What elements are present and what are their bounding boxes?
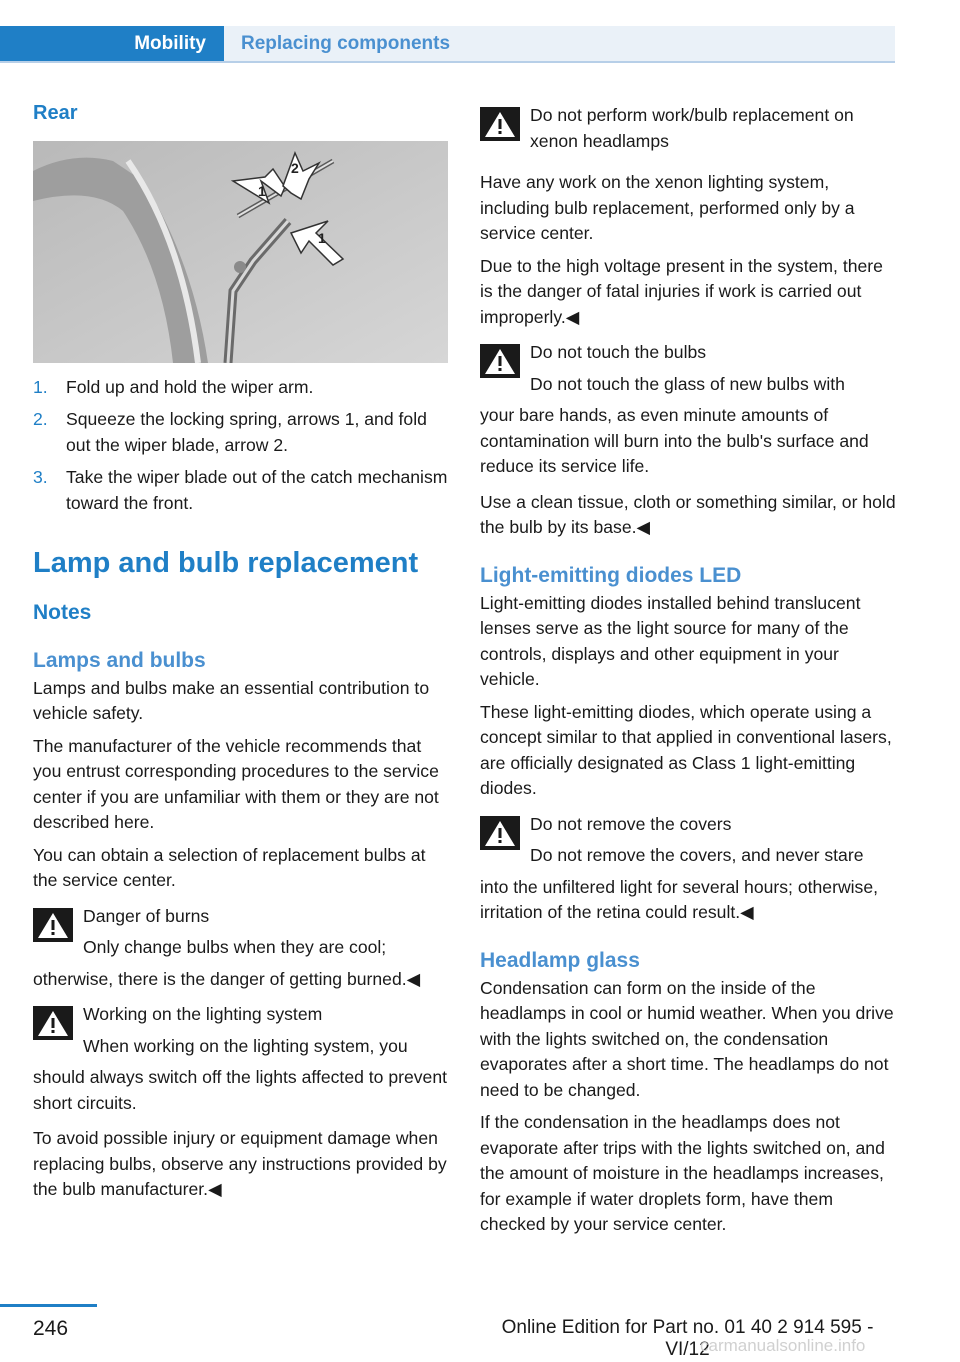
step-number: 2.: [33, 409, 48, 429]
warning-title: Do not remove the covers: [530, 813, 732, 834]
warning-title: Do not perform work/bulb replacement on xenon headlamps: [530, 105, 854, 151]
page-number: 246: [33, 1317, 69, 1340]
paragraph: Light-emitting diodes installed behind translucent lenses serve as the light source for many of the controls, displays and other equipment in your vehicle.: [480, 592, 861, 689]
warning-block: [480, 340, 898, 480]
paragraph: These light-emitting diodes, which operate using a concept similar to that applied in conventional lasers, are officially designated as Class 1 light-emitting diodes.: [480, 701, 892, 798]
edition-label: Online Edition for Part no. 01 40 2 914 595 - VI/12: [501, 1317, 874, 1360]
warning-triangle-icon: [33, 908, 73, 942]
lamps-heading: Lamps and bulbs: [33, 648, 206, 672]
paragraph: Use a clean tissue, cloth or something similar, or hold the bulb by its base.◀: [480, 491, 896, 537]
warning-triangle-icon: [480, 344, 520, 378]
warning-block: [480, 812, 898, 926]
step-number: 1.: [33, 376, 48, 397]
list-item: [33, 407, 451, 458]
warning-block: [33, 904, 451, 993]
warning-title: Danger of burns: [83, 905, 210, 926]
arrow-label-1b: 1: [318, 229, 326, 246]
paragraph: To avoid possible injury or equipment damage when replacing bulbs, observe any instructions provided by the bulb manufacturer.◀: [33, 1128, 447, 1199]
warning-block: [480, 103, 898, 160]
section-title: Lamp and bulb replacement: [33, 547, 419, 579]
rear-heading: Rear: [33, 102, 78, 124]
warning-triangle-icon: [480, 107, 520, 141]
step-text: Take the wiper blade out of the catch mechanism toward the front.: [66, 467, 448, 513]
warning-title: Working on the lighting system: [83, 1004, 323, 1024]
warning-body: into the unfiltered light for several hours; otherwise, irritation of the retina could result.◀: [480, 876, 879, 922]
list-item: [33, 375, 451, 401]
paragraph: Lamps and bulbs make an essential contribution to vehicle safety.: [33, 677, 430, 723]
paragraph: Condensation can form on the inside of the headlamps in cool or humid weather. When you drive with the lights switched on, the condensation evaporates after a short time. The headlamps do not need to be changed.: [480, 977, 894, 1100]
warning-line: When working on the lighting system, you: [83, 1035, 408, 1056]
step-number: 3.: [33, 467, 48, 487]
arrow-label-2: 2: [291, 159, 299, 176]
paragraph: Due to the high voltage present in the system, there is the danger of fatal injuries if work is carried out improperly.◀: [480, 255, 883, 327]
wiper-illustration: [33, 141, 448, 363]
section-tab[interactable]: [0, 26, 224, 61]
paragraph: The manufacturer of the vehicle recommends that you entrust corresponding procedures to the service center if you are unfamiliar with them or they are not described here.: [33, 735, 439, 832]
wiper-steps: [33, 375, 451, 517]
subsection-label: Replacing components: [241, 32, 451, 54]
subsection-tab[interactable]: [224, 26, 895, 61]
watermark: carmanualsonline.info: [700, 1336, 866, 1355]
warning-body: should always switch off the lights affected to prevent short circuits.: [33, 1067, 448, 1113]
step-text: Squeeze the locking spring, arrows 1, and fold out the wiper blade, arrow 2.: [66, 409, 427, 455]
paragraph: If the condensation in the headlamps does not evaporate after trips with the lights switched on, and the amount of moisture in the headlamps increases, for example if water droplets form, have them checked by your service center.: [480, 1112, 885, 1234]
warning-title: Do not touch the bulbs: [530, 342, 707, 362]
page-header: [0, 0, 895, 62]
warning-line: Only change bulbs when they are cool;: [83, 937, 387, 957]
list-item: [33, 465, 451, 516]
warning-triangle-icon: [33, 1006, 73, 1040]
footer-rule: [0, 1304, 97, 1307]
paragraph: You can obtain a selection of replacement bulbs at the service center.: [33, 844, 426, 890]
led-heading: Light-emitting diodes LED: [480, 563, 742, 587]
header-divider: [0, 61, 895, 63]
step-text: Fold up and hold the wiper arm.: [66, 376, 314, 397]
section-label: Mobility: [134, 32, 206, 54]
wiper-figure: [33, 141, 448, 363]
warning-body: otherwise, there is the danger of getting burned.◀: [33, 968, 421, 989]
warning-body: your bare hands, as even minute amounts of contamination will burn into the bulb's surface and reduce its service life.: [480, 405, 869, 476]
warning-triangle-icon: [480, 816, 520, 850]
warning-line: Do not touch the glass of new bulbs with: [530, 373, 845, 394]
warning-block: [33, 1002, 451, 1116]
arrow-label-1a: 1: [258, 182, 266, 199]
headlamp-glass-heading: Headlamp glass: [480, 948, 640, 972]
right-column: [480, 95, 898, 1245]
paragraph: Have any work on the xenon lighting system, including bulb replacement, performed only by a service center.: [480, 172, 855, 243]
warning-line: Do not remove the covers, and never stare: [530, 845, 864, 865]
left-column: [33, 95, 451, 1210]
notes-heading: Notes: [33, 601, 92, 624]
